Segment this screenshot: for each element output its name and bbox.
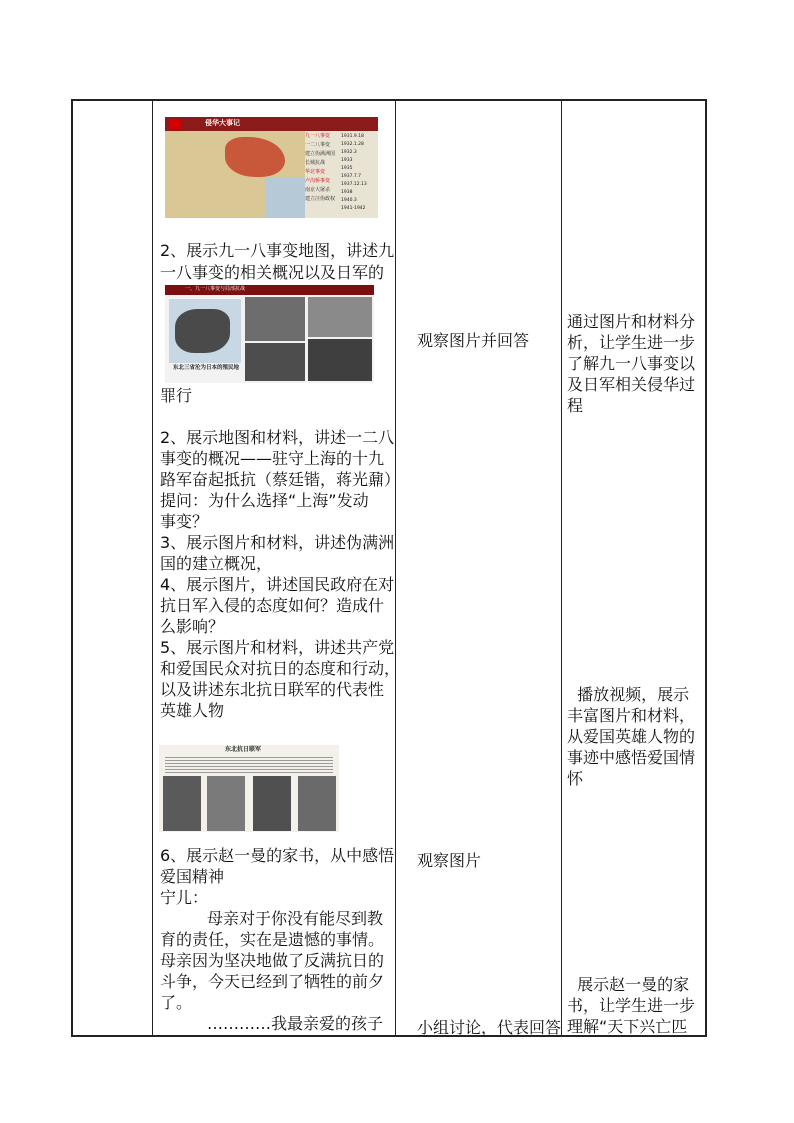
date-item: 1931.9.18 [341, 134, 364, 139]
design-intent-1-line: 析，让学生进一步 [567, 333, 696, 352]
photo-ruins [245, 297, 305, 341]
letter-line: 母亲对于你没有能尽到教 [207, 909, 384, 928]
photo-city [308, 339, 372, 381]
map-title: 侵华大事记 [205, 119, 240, 127]
col2-line: 2、展示地图和材料，讲述一二八 [160, 428, 395, 447]
step-2-heading-end: 罪行 [160, 386, 193, 405]
event-item: 一二八事变 [305, 142, 331, 148]
photo-military-unit [308, 297, 372, 337]
col2-line: 5、展示图片和材料，讲述共产党 [160, 638, 395, 657]
date-item: 1941-1942 [341, 206, 366, 211]
column-divider-3 [561, 101, 562, 1035]
design-intent-2-line: 播放视频，展示 [567, 685, 690, 704]
col2-line: 宁儿： [160, 888, 209, 907]
design-intent-3-line: 展示赵一曼的家 [567, 975, 690, 994]
event-item: 长城抗战 [305, 160, 326, 166]
letter-line: 斗争，今天已经到了牺牲的前夕 [160, 972, 385, 991]
map-caption: 东北三省沦为日本的殖民地 [173, 365, 240, 371]
date-item: 1932.3 [341, 150, 357, 155]
col2-line: 英雄人物 [160, 701, 225, 720]
design-intent-1-line: 通过图片和材料分 [567, 312, 696, 331]
date-item: 1937.7.7 [341, 174, 362, 179]
letter-line: 育的责任，实在是遗憾的事情。 [160, 930, 385, 949]
col2-line: 国的建立概况， [160, 554, 273, 573]
design-intent-1-line: 程 [567, 396, 584, 415]
heroes-title: 东北抗日联军 [225, 746, 262, 753]
map-sea-region [265, 177, 305, 218]
date-item: 1937.12.13 [341, 182, 367, 187]
student-activity-2: 观察图片 [417, 851, 482, 870]
design-intent-2-line: 从爱国英雄人物的 [567, 727, 696, 746]
date-item: 1940.3 [341, 198, 357, 203]
date-item: 1935 [341, 166, 353, 171]
col2-line: 事变的概况——驻守上海的十九 [160, 449, 385, 468]
col2-line: 提问：为什么选择“上海”发动 [160, 491, 369, 510]
event-item: 建立伪满洲国 [305, 151, 336, 157]
col2-line: 爱国精神 [160, 867, 225, 886]
date-list [341, 133, 378, 213]
letter-line: 母亲因为坚决地做了反满抗日的 [160, 951, 385, 970]
design-intent-1-line: 了解九一八事变以 [567, 354, 696, 373]
date-item: 1933 [341, 158, 353, 163]
anti-japanese-heroes-image [159, 745, 339, 832]
col2-line: 3、展示图片和材料，讲述伪满洲 [160, 533, 395, 552]
map-header-bar [165, 117, 378, 131]
col2-line: 抗日军入侵的态度如何？造成什 [160, 596, 385, 615]
col2-line: 事变？ [160, 512, 209, 531]
mukden-incident-image [165, 285, 374, 383]
date-item: 1932.1.28 [341, 142, 364, 147]
design-intent-3-line: 书，让学生进一步 [567, 996, 696, 1015]
col2-line: 6、展示赵一曼的家书，从中感悟 [160, 846, 395, 865]
northeast-map [169, 299, 241, 363]
event-item: 华北事变 [305, 169, 326, 175]
event-item: 建立汪伪政权 [305, 196, 336, 202]
design-intent-2-line: 怀 [567, 769, 584, 788]
hero-portrait [253, 776, 291, 831]
design-intent-1-line: 及日军相关侵华过 [567, 375, 696, 394]
hero-portrait [298, 776, 336, 831]
image-header-title: 一、九一八事变与局部抗战 [185, 286, 246, 292]
event-list [305, 133, 341, 205]
hero-portrait [163, 776, 201, 831]
col2-line: 以及讲述东北抗日联军的代表性 [160, 680, 385, 699]
invasion-events-map-image [165, 117, 378, 218]
design-intent-2-line: 丰富图片和材料， [567, 706, 696, 725]
letter-closing: …………我最亲爱的孩子 [207, 1014, 384, 1033]
event-item: 南京大屠杀 [305, 187, 331, 193]
column-divider-1 [152, 101, 153, 1035]
hero-portrait [207, 776, 245, 831]
photo-soldiers [245, 343, 305, 381]
heroes-text-block [165, 755, 333, 773]
date-item: 1938 [341, 190, 353, 195]
column-divider-2 [395, 101, 396, 1035]
col2-line: 路军奋起抵抗（蔡廷锴，蒋光鼐） [160, 470, 401, 489]
event-item: 九一八事变 [305, 133, 331, 139]
step-2-heading-line-1: 2、展示九一八事变地图，讲述九 [160, 241, 395, 260]
col2-line: 和爱国民众对抗日的态度和行动， [160, 659, 401, 678]
event-item: 卢沟桥事变 [305, 178, 331, 184]
col2-line: 4、展示图片，讲述国民政府在对 [160, 575, 395, 594]
student-activity-3: 小组讨论，代表回答 [417, 1018, 562, 1037]
step-2-heading-line-2: 一八事变的相关概况以及日军的 [160, 263, 385, 282]
design-intent-3-line: 理解“天下兴亡匹 [567, 1017, 688, 1036]
letter-line: 了。 [160, 993, 193, 1012]
col2-line: 么影响？ [160, 617, 225, 636]
party-flag-icon [169, 119, 181, 129]
design-intent-2-line: 事迹中感悟爱国情 [567, 748, 696, 767]
student-activity-1: 观察图片并回答 [417, 331, 530, 350]
